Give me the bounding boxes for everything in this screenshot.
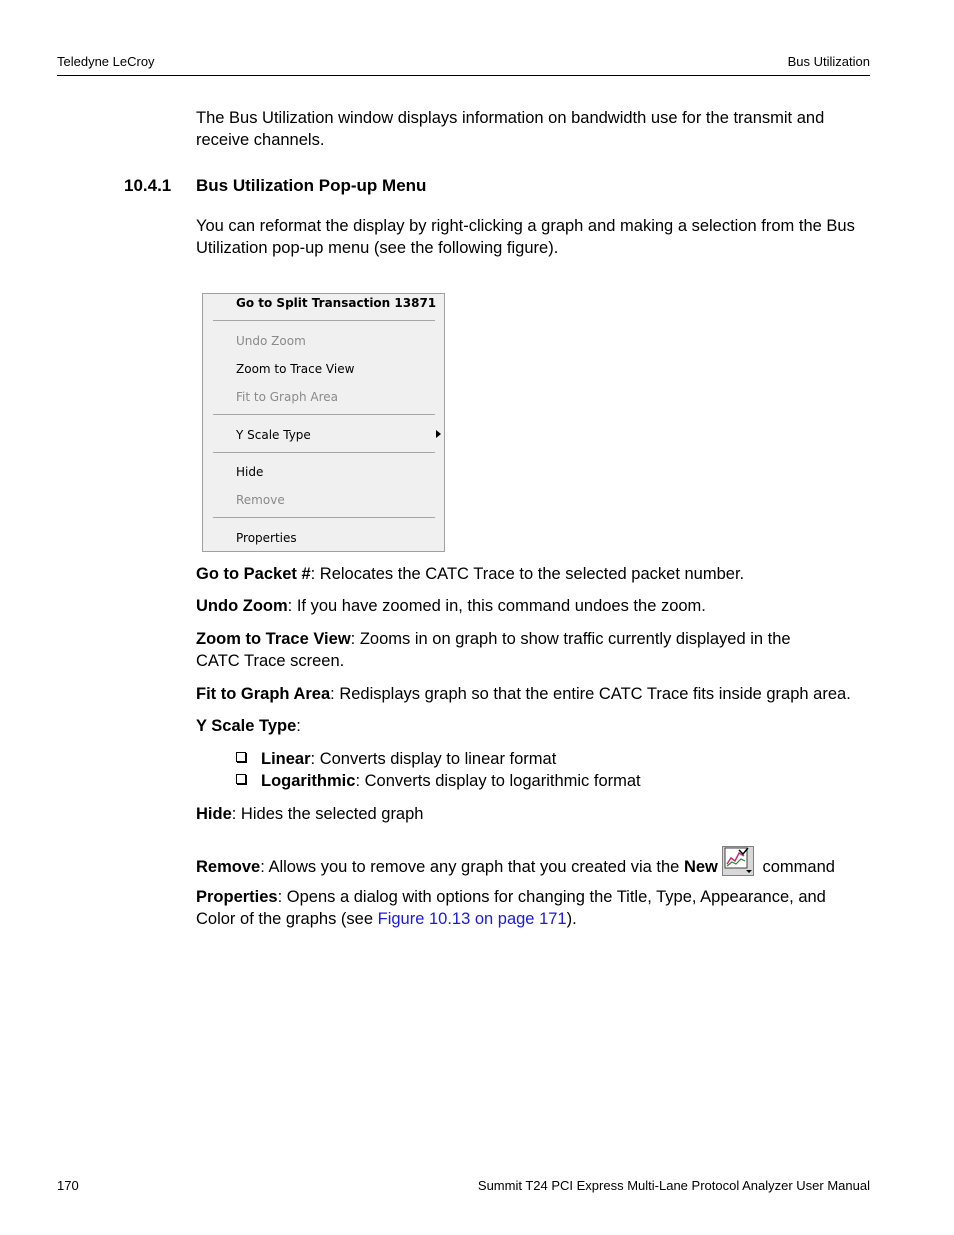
term: Logarithmic [261, 772, 356, 790]
definition: : Zooms in on graph to show traffic currently displayed in the [350, 630, 791, 648]
intro-paragraph: The Bus Utilization window displays information on bandwidth use for the transmit and receive channels. [196, 109, 825, 149]
definition: : Converts display to linear format [310, 750, 557, 768]
menu-item-zoom-to-trace-view[interactable]: Zoom to Trace View [236, 362, 355, 376]
menu-separator [213, 452, 435, 453]
term: Y Scale Type [196, 717, 297, 735]
term: Properties [196, 888, 278, 906]
definition: : If you have zoomed in, this command undoes the zoom. [287, 597, 706, 615]
menu-item-go-to-split-transaction[interactable]: Go to Split Transaction 13871 [236, 296, 437, 310]
definition-end: ). [566, 910, 577, 928]
definition-continued: CATC Trace screen. [196, 652, 345, 670]
page-number: 170 [57, 1178, 79, 1193]
manual-title: Summit T24 PCI Express Multi-Lane Protocol Analyzer User Manual [477, 1178, 870, 1193]
running-header-right: Bus Utilization [787, 54, 870, 69]
definition: : Allows you to remove any graph that you created via the [260, 858, 684, 876]
term: Linear [261, 750, 311, 768]
menu-item-hide[interactable]: Hide [236, 465, 264, 479]
term: Go to Packet # [196, 565, 311, 583]
bullet-linear [236, 748, 556, 770]
running-header-left: Teledyne LeCroy [57, 54, 155, 69]
desc-go-to-packet [196, 563, 866, 585]
definition: : Hides the selected graph [231, 805, 424, 823]
menu-item-remove: Remove [236, 493, 285, 507]
term: Hide [196, 805, 232, 823]
menu-item-undo-zoom: Undo Zoom [236, 334, 306, 348]
desc-y-scale-type [196, 715, 866, 737]
menu-item-y-scale-type[interactable]: Y Scale Type [236, 428, 311, 442]
menu-item-properties[interactable]: Properties [236, 531, 297, 545]
term: Undo Zoom [196, 597, 288, 615]
desc-fit-to-graph-area [196, 683, 886, 705]
new-graph-icon [722, 846, 754, 874]
checkbox-bullet-icon [236, 774, 246, 784]
figure-link[interactable]: Figure 10.13 on page 171 [377, 910, 567, 928]
bullet-logarithmic [236, 770, 641, 792]
desc-remove [196, 846, 886, 885]
desc-properties [196, 886, 886, 930]
term: Zoom to Trace View [196, 630, 351, 648]
desc-zoom-to-trace-view [196, 628, 866, 672]
header-rule [57, 75, 870, 76]
definition: : Opens a dialog with options for changing the Title, Type, Appearance, and [277, 888, 826, 906]
term: Fit to Graph Area [196, 685, 331, 703]
definition: : Redisplays graph so that the entire CATC Trace fits inside graph area. [330, 685, 851, 703]
submenu-arrow-icon [436, 430, 441, 438]
checkbox-bullet-icon [236, 752, 246, 762]
menu-separator [213, 414, 435, 415]
definition-continued: Color of the graphs (see [196, 910, 378, 928]
definition: : Converts display to logarithmic format [355, 772, 641, 790]
desc-undo-zoom [196, 595, 866, 617]
menu-separator [213, 517, 435, 518]
section-intro-paragraph: You can reformat the display by right-clicking a graph and making a selection from the Bus Utilization pop-up menu (see the following figure). [196, 217, 855, 257]
section-title: Bus Utilization Pop-up Menu [196, 176, 427, 195]
section-number: 10.4.1 [124, 176, 172, 195]
desc-hide [196, 803, 866, 825]
menu-separator [213, 320, 435, 321]
definition: : [296, 717, 301, 735]
definition-tail: command [757, 858, 835, 876]
new-command-term: New [683, 858, 718, 876]
definition: : Relocates the CATC Trace to the selected packet number. [310, 565, 745, 583]
bus-utilization-popup-menu [202, 293, 445, 552]
menu-item-fit-to-graph-area: Fit to Graph Area [236, 390, 338, 404]
term: Remove [196, 858, 261, 876]
